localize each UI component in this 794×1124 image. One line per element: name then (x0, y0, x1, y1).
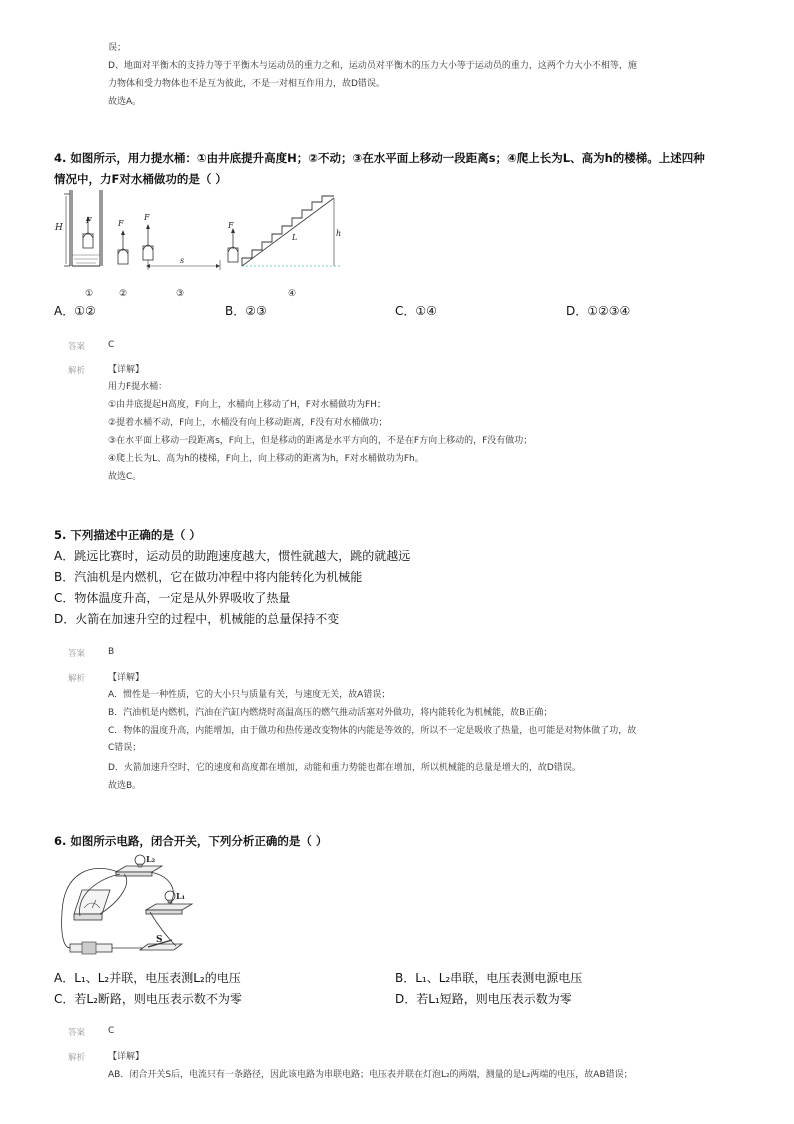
option-d[interactable]: D．①②③④ (566, 304, 631, 318)
analysis-label: 解析 (68, 366, 86, 376)
label-l1: L₁ (176, 891, 186, 901)
analysis-line: D．火箭加速升空时，它的速度和高度都在增加，动能和重力势能也都在增加，所以机械能的总量是增大的，故D错误。 (108, 763, 581, 773)
option-d[interactable]: D．火箭在加速升空的过程中，机械能的总量保持不变 (54, 612, 340, 626)
analysis-line: 故选C。 (108, 472, 142, 482)
text-line: 力物体和受力物体也不是互为彼此，不是一对相互作用力，故D错误。 (108, 79, 385, 89)
text-line: 误； (108, 43, 127, 53)
figure-number: ③ (176, 289, 185, 299)
answer-value: C (108, 1026, 115, 1036)
answer-value: B (108, 647, 115, 657)
question-4-stem: 情况中，力F对水桶做功的是（ ） (54, 172, 227, 186)
analysis-line: ②提着水桶不动，F向上，水桶没有向上移动距离，F没有对水桶做功； (108, 418, 388, 428)
label-h: h (336, 229, 342, 238)
analysis-line: ④爬上长为L、高为h的楼梯，F向上，向上移动的距离为h，F对水桶做功为Fh。 (108, 454, 424, 464)
analysis-line: 故选B。 (108, 781, 142, 791)
analysis-line: 【详解】 (108, 673, 145, 683)
analysis-line: A．惯性是一种性质，它的大小只与质量有关，与速度无关，故A错误； (108, 690, 391, 700)
option-c[interactable]: C．若L₂断路，则电压表示数不为零 (54, 992, 242, 1006)
text-line: D、地面对平衡木的支持力等于平衡木与运动员的重力之和，运动员对平衡木的压力大小等于运动员的重力，这两个力大小不相等，施 (108, 61, 637, 71)
option-d[interactable]: D．若L₁短路，则电压表示数为零 (395, 992, 572, 1006)
option-b[interactable]: B．②③ (225, 304, 267, 318)
text-line: 故选A。 (108, 97, 142, 107)
question-6-stem: 6. 如图所示电路，闭合开关，下列分析正确的是（ ） (54, 834, 328, 848)
question-5-stem: 5. 下列描述中正确的是（ ） (54, 528, 201, 542)
option-a[interactable]: A．①② (54, 304, 96, 318)
analysis-line: C．物体的温度升高，内能增加，由于做功和热传递改变物体的内能是等效的，所以不一定是吸收了热量，也可能是对物体做了功，故 (108, 726, 637, 736)
analysis-line: B．汽油机是内燃机，汽油在汽缸内燃烧时高温高压的燃气推动活塞对外做功，将内能转化为机械能，故B正确； (108, 708, 553, 718)
option-c[interactable]: C．①④ (395, 304, 437, 318)
label-s: S (156, 935, 163, 945)
answer-label: 答案 (68, 342, 86, 352)
label-F: F (228, 221, 234, 230)
label-L: L (292, 233, 298, 242)
analysis-line: C错误； (108, 743, 142, 753)
circuit-figure (52, 852, 202, 960)
answer-label: 答案 (68, 1028, 86, 1038)
label-s: s (180, 256, 185, 265)
analysis-line: ③在水平面上移动一段距离s，F向上，但是移动的距离是水平方向的，不是在F方向上移动的，F没有做功； (108, 436, 533, 446)
analysis-label: 解析 (68, 1053, 86, 1063)
answer-label: 答案 (68, 649, 86, 659)
analysis-line: 用力F提水桶： (108, 382, 168, 392)
answer-value: C (108, 340, 115, 350)
label-H: H (55, 223, 63, 233)
analysis-line: 【详解】 (108, 1052, 145, 1062)
option-b[interactable]: B．L₁、L₂串联，电压表测电源电压 (395, 971, 583, 985)
figure-number: ④ (288, 289, 297, 299)
figure-number: ① (85, 289, 94, 299)
analysis-line: ①由井底提起H高度，F向上，水桶向上移动了H，F对水桶做功为FH； (108, 400, 386, 410)
label-F: F (118, 219, 124, 228)
analysis-line: AB．闭合开关S后，电流只有一条路径，因此该电路为串联电路；电压表并联在灯泡L₂的两端，测量的是L₂两端的电压，故AB错误； (108, 1070, 633, 1080)
analysis-line: 【详解】 (108, 365, 145, 375)
option-c[interactable]: C．物体温度升高，一定是从外界吸收了热量 (54, 591, 291, 605)
question-4-figure (52, 188, 352, 300)
option-a[interactable]: A．跳远比赛时，运动员的助跑速度越大，惯性就越大，跳的就越远 (54, 549, 411, 563)
option-b[interactable]: B．汽油机是内燃机，它在做功冲程中将内能转化为机械能 (54, 570, 363, 584)
option-a[interactable]: A．L₁、L₂并联，电压表测L₂的电压 (54, 971, 241, 985)
label-l2: L₂ (146, 854, 156, 864)
analysis-label: 解析 (68, 674, 86, 684)
label-F: F (144, 213, 150, 222)
label-F: F (86, 216, 92, 225)
figure-number: ② (119, 289, 128, 299)
question-4-stem: 4. 如图所示，用力提水桶：①由井底提升高度H；②不动；③在水平面上移动一段距离s；④爬上长为L、高为h的楼梯。上述四种 (54, 151, 705, 165)
